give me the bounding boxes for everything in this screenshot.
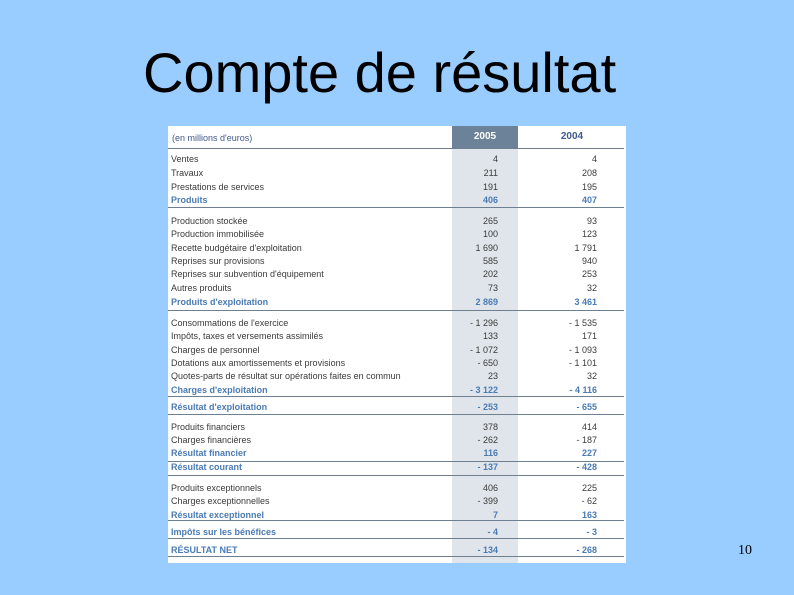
value-2005: - 650 — [477, 358, 498, 368]
column-header-2004: 2004 — [560, 131, 584, 142]
value-2005: - 134 — [477, 545, 498, 555]
income-statement-table — [168, 126, 626, 563]
value-2005: 116 — [483, 448, 498, 458]
value-2004: - 1 101 — [568, 358, 597, 368]
table-row — [168, 434, 626, 447]
value-2005: 7 — [492, 510, 498, 520]
row-label: Charges exceptionnelles — [171, 496, 270, 506]
value-2005: 2 869 — [475, 297, 498, 307]
row-label: Consommations de l'exercice — [171, 318, 289, 328]
value-2004: - 4 116 — [569, 385, 597, 395]
value-2005: - 3 122 — [469, 385, 498, 395]
row-label: Produits exceptionnels — [171, 483, 262, 493]
row-label: Reprises sur subvention d'équipement — [171, 269, 324, 279]
value-2005: 191 — [482, 182, 498, 192]
value-2005: 378 — [482, 422, 498, 432]
row-label: RÉSULTAT NET — [171, 545, 238, 555]
row-label: Résultat financier — [171, 448, 247, 458]
row-label: Quotes-parts de résultat sur opérations faites en commun — [171, 371, 401, 381]
row-label: Résultat courant — [171, 462, 243, 472]
row-label: Autres produits — [171, 283, 232, 293]
value-2005: 211 — [483, 168, 498, 178]
table-total-row — [168, 194, 626, 207]
value-2004: 225 — [581, 483, 597, 493]
value-2005: 4 — [492, 154, 498, 164]
value-2005: 133 — [482, 331, 498, 341]
row-label: Produits d'exploitation — [171, 297, 269, 307]
value-2005: 100 — [482, 229, 498, 239]
value-2005: - 253 — [477, 402, 498, 412]
row-label: Travaux — [171, 168, 204, 178]
value-2004: 3 461 — [574, 297, 597, 307]
row-label: Impôts sur les bénéfices — [171, 527, 277, 537]
table-row — [168, 215, 626, 228]
value-2005: 406 — [482, 483, 498, 493]
table-row — [168, 167, 626, 180]
row-separator — [168, 310, 624, 311]
value-2005: 406 — [482, 195, 498, 205]
row-label: Production immobilisée — [171, 229, 265, 239]
value-2004: 32 — [586, 283, 597, 293]
value-2005: 202 — [482, 269, 498, 279]
table-row — [168, 370, 626, 383]
row-label: Charges d'exploitation — [171, 385, 268, 395]
row-separator — [168, 148, 624, 149]
value-2004: 123 — [581, 229, 597, 239]
row-label: Impôts, taxes et versements assimilés — [171, 331, 324, 341]
row-separator — [168, 475, 624, 476]
value-2004: - 62 — [581, 496, 597, 506]
value-2004: 407 — [581, 195, 597, 205]
table-row — [168, 242, 626, 255]
value-2005: - 399 — [477, 496, 498, 506]
unit-header: (en millions d'euros) — [172, 133, 253, 143]
value-2004: - 428 — [576, 462, 597, 472]
row-label: Recette budgétaire d'exploitation — [171, 243, 302, 253]
value-2004: - 3 — [586, 527, 597, 537]
value-2004: 940 — [581, 256, 597, 266]
value-2004: - 655 — [576, 402, 597, 412]
value-2005: 1 690 — [475, 243, 498, 253]
row-label: Ventes — [171, 154, 199, 164]
table-total-row — [168, 401, 626, 414]
table-row — [168, 495, 626, 508]
row-label: Reprises sur provisions — [171, 256, 265, 266]
table-total-row — [168, 509, 626, 522]
table-row — [168, 282, 626, 295]
value-2004: 414 — [581, 422, 597, 432]
table-row — [168, 344, 626, 357]
table-row — [168, 228, 626, 241]
value-2004: - 1 093 — [568, 345, 597, 355]
table-row — [168, 317, 626, 330]
row-label: Résultat exceptionnel — [171, 510, 265, 520]
table-total-row — [168, 461, 626, 474]
value-2004: 4 — [591, 154, 597, 164]
row-label: Dotations aux amortissements et provisions — [171, 358, 346, 368]
table-row — [168, 153, 626, 166]
value-2005: - 262 — [477, 435, 498, 445]
value-2004: 171 — [581, 331, 597, 341]
value-2004: 195 — [581, 182, 597, 192]
row-separator — [168, 414, 624, 415]
value-2004: - 187 — [576, 435, 597, 445]
row-label: Charges de personnel — [171, 345, 260, 355]
value-2005: - 137 — [477, 462, 498, 472]
value-2005: - 4 — [487, 527, 498, 537]
value-2005: - 1 072 — [469, 345, 498, 355]
page-number: 10 — [738, 543, 752, 558]
value-2004: 163 — [581, 510, 597, 520]
table-total-row — [168, 384, 626, 397]
table-total-row — [168, 526, 626, 539]
row-label: Charges financières — [171, 435, 252, 445]
table-total-row — [168, 296, 626, 309]
table-row — [168, 181, 626, 194]
table-row — [168, 330, 626, 343]
slide-title: Compte de résultat — [143, 41, 617, 104]
table-row — [168, 482, 626, 495]
table-total-row — [168, 544, 626, 557]
table-row — [168, 357, 626, 370]
value-2005: 585 — [482, 256, 498, 266]
row-label: Résultat d'exploitation — [171, 402, 268, 412]
table-row — [168, 255, 626, 268]
value-2005: 265 — [482, 216, 498, 226]
column-header-2005: 2005 — [452, 126, 518, 148]
value-2004: 253 — [581, 269, 597, 279]
table-row — [168, 421, 626, 434]
value-2005: 73 — [487, 283, 498, 293]
table-total-row — [168, 447, 626, 460]
row-label: Prestations de services — [171, 182, 265, 192]
value-2004: 32 — [586, 371, 597, 381]
table-row — [168, 268, 626, 281]
value-2004: - 1 535 — [568, 318, 597, 328]
row-label: Production stockée — [171, 216, 248, 226]
value-2004: - 268 — [576, 545, 597, 555]
value-2005: - 1 296 — [469, 318, 498, 328]
row-label: Produits financiers — [171, 422, 246, 432]
value-2004: 227 — [581, 448, 597, 458]
value-2004: 208 — [581, 168, 597, 178]
value-2004: 1 791 — [574, 243, 597, 253]
value-2005: 23 — [487, 371, 498, 381]
value-2004: 93 — [586, 216, 597, 226]
row-separator — [168, 207, 624, 208]
row-label: Produits — [171, 195, 208, 205]
